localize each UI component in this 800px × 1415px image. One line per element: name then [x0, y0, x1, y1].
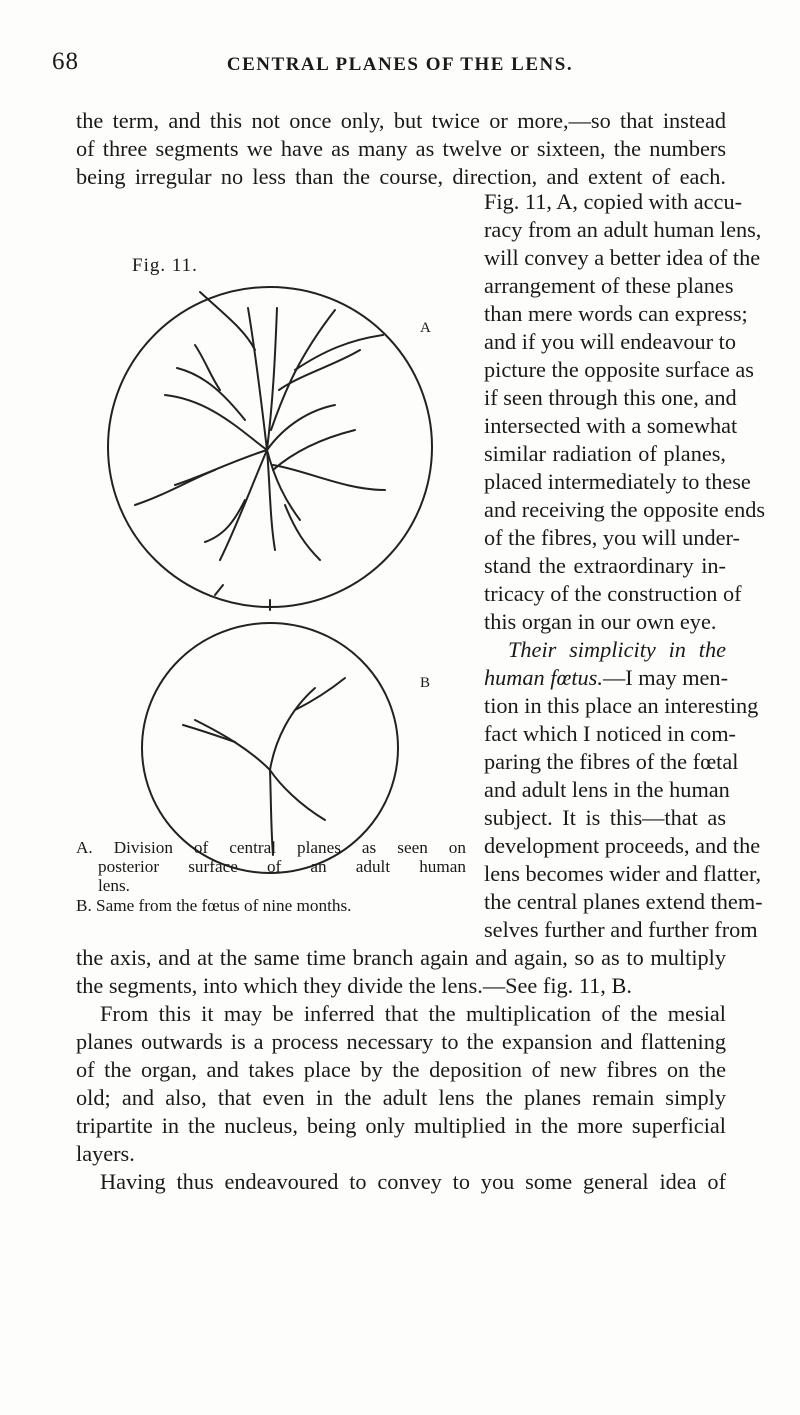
page-header: [0, 48, 800, 88]
text-line: From this it may be inferred that the multiplication of the mesial: [100, 1001, 726, 1026]
text-line: planes outwards is a process necessary to the expansion and flattening: [76, 1029, 726, 1054]
text-line: [484, 664, 729, 692]
text-line: selves further and further from: [484, 917, 758, 942]
figure-part-b-letter: B: [420, 675, 431, 691]
text-line: racy from an adult human lens,: [484, 217, 762, 242]
text-line: the segments, into which they divide the lens.—See fig. 11, B.: [76, 973, 632, 998]
text-line: intersected with a somewhat: [484, 413, 738, 438]
text-line: of three segments we have as many as twelve or sixteen, the numbers: [76, 136, 726, 161]
text-line: than mere words can express;: [484, 301, 748, 326]
text-line: the axis, and at the same time branch again and again, so as to multiply: [76, 945, 726, 970]
text-line: tion in this place an interesting: [484, 693, 759, 718]
text-line: tripartite in the nucleus, being only multiplied in the more superficial: [76, 1113, 726, 1138]
text-line: if seen through this one, and: [484, 385, 737, 410]
text-line: and receiving the opposite ends: [484, 497, 766, 522]
text-line: the term, and this not once only, but twice or more,—so that instead: [76, 108, 726, 133]
caption-b-line1: B. Same from the fœtus of nine months.: [76, 896, 352, 915]
text-line: fact which I noticed in com-: [484, 721, 736, 746]
text-line: subject. It is this—that as: [484, 805, 726, 830]
text-line: stand the extraordinary in-: [484, 553, 726, 578]
text-line: old; and also, that even in the adult lens the planes remain simply: [76, 1085, 726, 1110]
text-line: this organ in our own eye.: [484, 609, 717, 634]
text-line: the central planes extend them-: [484, 889, 763, 914]
text-line: being irregular no less than the course, direction, and extent of each.: [76, 164, 726, 189]
caption-a-line2: posterior surface of an adult human: [98, 857, 466, 876]
text-line: Having thus endeavoured to convey to you some general idea of: [100, 1169, 726, 1194]
caption-a-line1: A. Division of central planes as seen on: [76, 838, 466, 857]
text-line: will convey a better idea of the: [484, 245, 761, 270]
text-line: picture the opposite surface as: [484, 357, 754, 382]
foetal-lens-outline: [142, 623, 398, 873]
text-line: of the fibres, you will under-: [484, 525, 740, 550]
text-line: tricacy of the construction of: [484, 581, 742, 606]
caption-a-line3: lens.: [98, 876, 130, 895]
text-line: of the organ, and takes place by the deposition of new fibres on the: [76, 1057, 726, 1082]
side-heading: Their simplicity in the: [508, 637, 726, 662]
text-line: and if you will endeavour to: [484, 329, 737, 354]
figure-part-a-letter: A: [420, 320, 431, 336]
text-line: arrangement of these planes: [484, 273, 734, 298]
text-line: paring the fibres of the fœtal: [484, 749, 739, 774]
text-line: lens becomes wider and flatter,: [484, 861, 762, 886]
text-line: similar radiation of planes,: [484, 441, 726, 466]
text-line: layers.: [76, 1141, 135, 1166]
page-number: 68: [52, 48, 79, 75]
text-line: placed intermediately to these: [484, 469, 751, 494]
running-title: CENTRAL PLANES OF THE LENS.: [226, 54, 574, 75]
side-heading-end: human fœtus.: [484, 665, 603, 690]
text-line: development proceeds, and the: [484, 833, 761, 858]
text-line: Fig. 11, A, copied with accu-: [484, 189, 743, 214]
text-line: and adult lens in the human: [484, 777, 730, 802]
lens-figure: [95, 280, 475, 900]
figure-label: Fig. 11.: [132, 255, 198, 276]
text-fragment: —I may men-: [602, 665, 729, 690]
